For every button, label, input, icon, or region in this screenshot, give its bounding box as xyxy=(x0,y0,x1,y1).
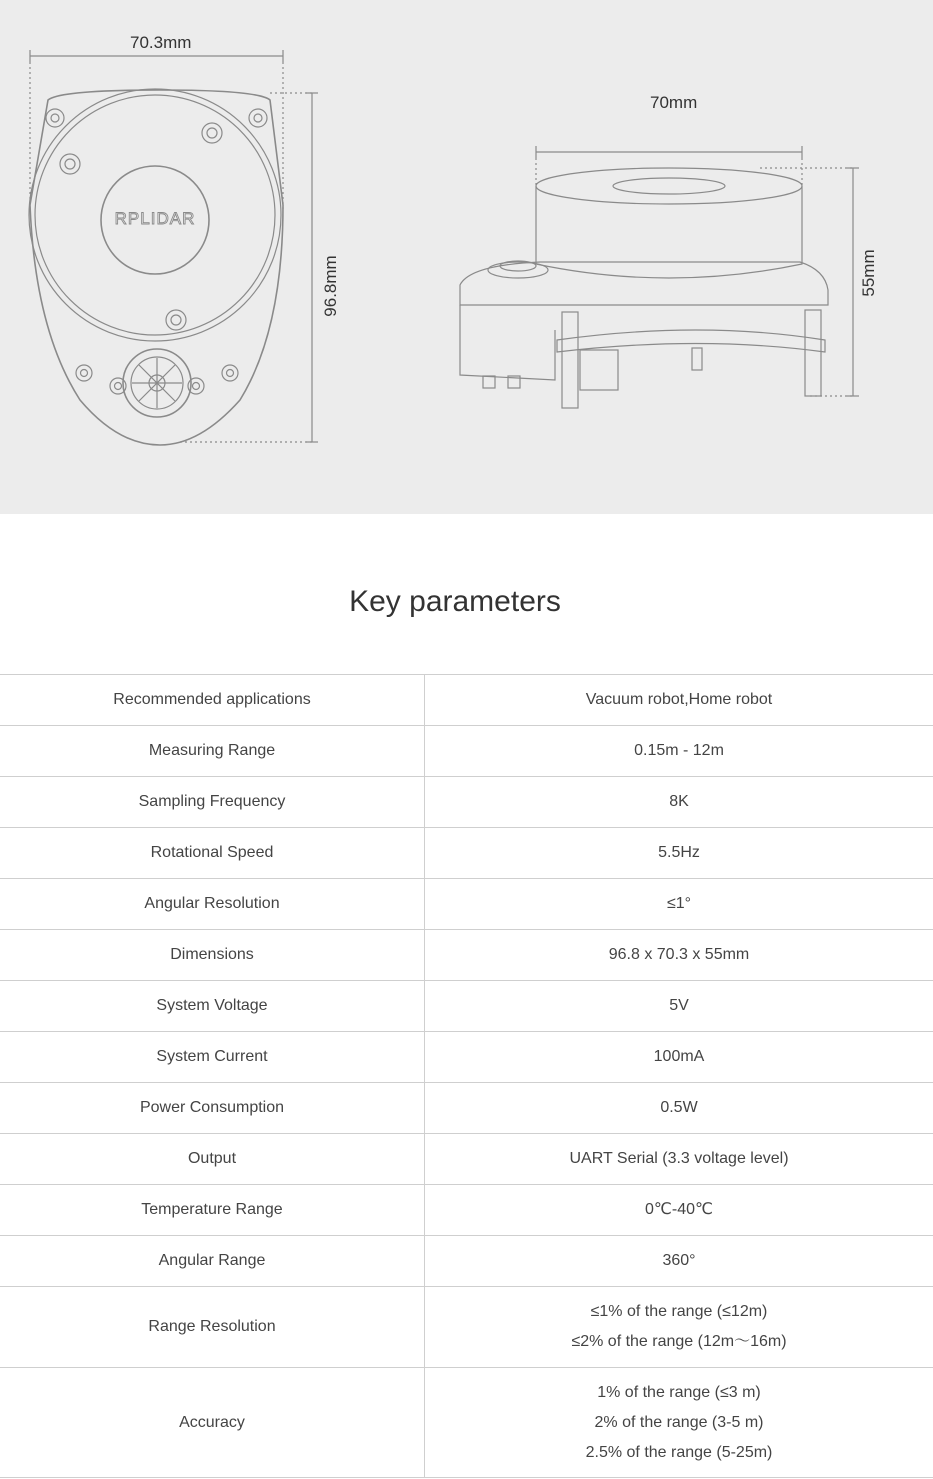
param-value xyxy=(425,1185,933,1236)
table-row xyxy=(0,1032,933,1083)
param-value-line: ≤1° xyxy=(666,895,692,912)
table-row xyxy=(0,726,933,777)
param-value-line: 0.15m - 12m xyxy=(634,742,724,759)
param-value xyxy=(425,1236,933,1287)
param-value xyxy=(425,1032,933,1083)
param-value xyxy=(425,828,933,879)
param-value xyxy=(425,1287,933,1368)
param-value-line: ≤1% of the range (≤12m) xyxy=(590,1303,768,1320)
table-row xyxy=(0,981,933,1032)
side-view-width-label: 70mm xyxy=(650,93,698,112)
table-row xyxy=(0,1368,933,1478)
param-value-line: 96.8 x 70.3 x 55mm xyxy=(608,946,750,963)
param-name: Accuracy xyxy=(0,1368,425,1478)
param-name: Angular Range xyxy=(0,1236,425,1287)
table-row xyxy=(0,1134,933,1185)
param-name: Measuring Range xyxy=(0,726,425,777)
param-name: Output xyxy=(0,1134,425,1185)
table-row xyxy=(0,1185,933,1236)
param-value-line: 5V xyxy=(669,997,689,1014)
param-name: Sampling Frequency xyxy=(0,777,425,828)
top-view-height-label: 96.8mm xyxy=(321,255,340,317)
param-value-line: ≤2% of the range (12m～16m) xyxy=(571,1333,787,1350)
param-value-line: 2% of the range (3-5 m) xyxy=(594,1413,764,1431)
table-row xyxy=(0,1236,933,1287)
param-value xyxy=(425,675,933,726)
param-name: Range Resolution xyxy=(0,1287,425,1368)
param-value-line: 360° xyxy=(662,1252,696,1269)
lidar-technical-drawing xyxy=(0,0,933,514)
param-name: Temperature Range xyxy=(0,1185,425,1236)
table-row xyxy=(0,930,933,981)
param-value-line: 8K xyxy=(669,793,689,810)
top-view-width-label: 70.3mm xyxy=(130,33,192,52)
param-value-line: Vacuum robot,Home robot xyxy=(585,691,773,708)
param-name: Power Consumption xyxy=(0,1083,425,1134)
param-value-line: 0℃-40℃ xyxy=(645,1201,713,1218)
param-value-line: 1% of the range (≤3 m) xyxy=(597,1383,761,1401)
param-value xyxy=(425,726,933,777)
param-name: Rotational Speed xyxy=(0,828,425,879)
param-value-line: 0.5W xyxy=(660,1099,698,1116)
param-value-line: 5.5Hz xyxy=(658,844,700,861)
param-value xyxy=(425,981,933,1032)
table-row xyxy=(0,777,933,828)
table-row xyxy=(0,1287,933,1368)
table-row xyxy=(0,828,933,879)
table-row xyxy=(0,879,933,930)
section-title: Key parameters xyxy=(349,585,561,618)
param-value xyxy=(425,879,933,930)
param-name: System Current xyxy=(0,1032,425,1083)
side-view-height-label: 55mm xyxy=(859,249,878,297)
param-name: Angular Resolution xyxy=(0,879,425,930)
param-value xyxy=(425,1134,933,1185)
param-value xyxy=(425,777,933,828)
table-row xyxy=(0,675,933,726)
rplidar-logo: RPLIDAR xyxy=(114,209,196,228)
param-name: System Voltage xyxy=(0,981,425,1032)
param-value-line: 2.5% of the range (5-25m) xyxy=(585,1443,773,1461)
param-name: Recommended applications xyxy=(0,675,425,726)
table-row xyxy=(0,1083,933,1134)
param-name: Dimensions xyxy=(0,930,425,981)
param-value-line: 100mA xyxy=(653,1048,705,1065)
param-value xyxy=(425,930,933,981)
param-value xyxy=(425,1368,933,1478)
param-value-line: UART Serial (3.3 voltage level) xyxy=(569,1150,789,1167)
product-drawing-panel xyxy=(0,0,933,514)
key-parameters-table xyxy=(0,674,933,1478)
param-value xyxy=(425,1083,933,1134)
